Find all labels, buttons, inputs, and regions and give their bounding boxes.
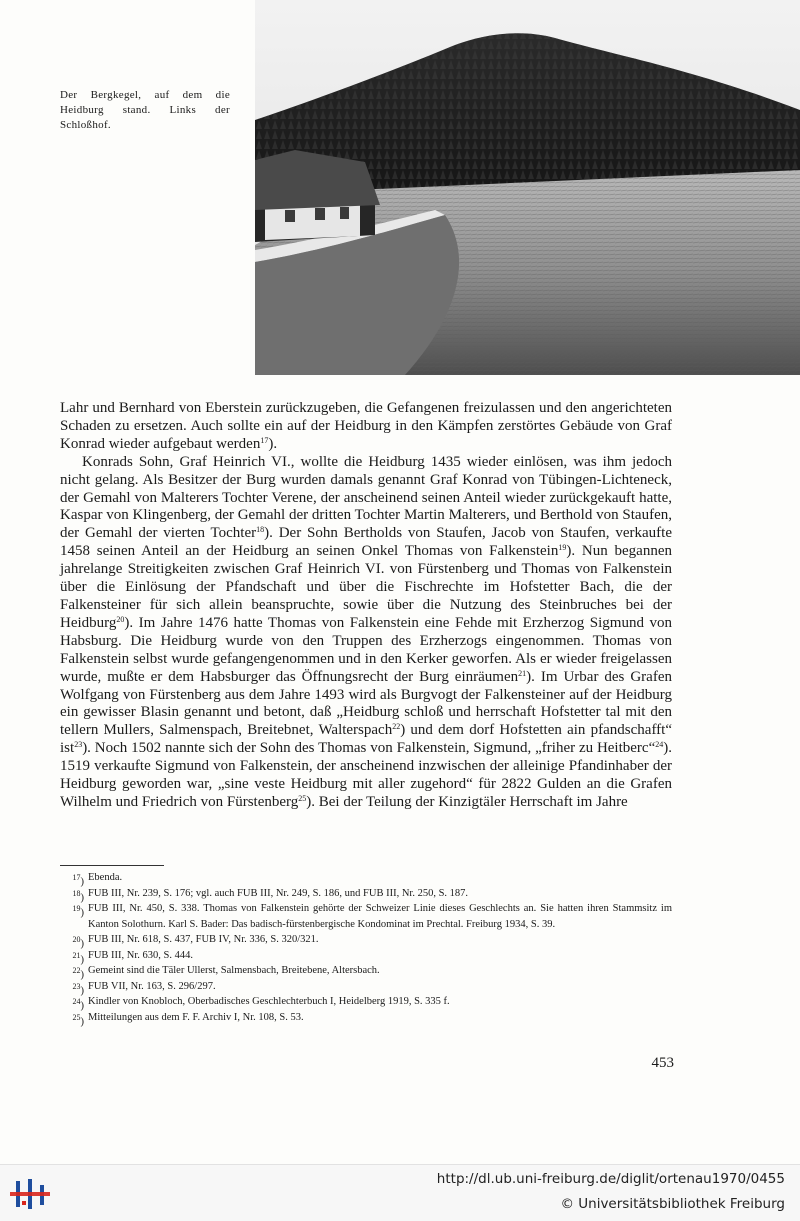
footnote-text: FUB VII, Nr. 163, S. 296/297. [88,980,216,992]
footnote-text: FUB III, Nr. 450, S. 338. Thomas von Falkenstein gehörte der Schweizer Linie dieses Geschlechts an. Sie hatten ihren Stammsitz im Kanton Solothurn. Karl S. Bader: Das badisch-fürstenbergische Kondominat im Prechtal. Freiburg 1934, S. 39. [88,903,672,930]
body-paragraph [60,400,672,454]
footnote-item: $^{21}$) FUB III, Nr. 630, S. 444. [72,949,194,965]
body-text-segment: ). 1519 verkaufte Sigmund von Falkenstein, der anscheinend inzwischen der alleinige Pfandinhaber der Heidburg geworden war, „sine veste Heidburg mit aller zugehord“ für 2822 Gulden an die Grafen Wilhelm und Friedrich von Fürstenberg [60,740,672,810]
ub-freiburg-logo-icon [10,1177,50,1211]
footnote-item: $^{17}$) Ebenda. [72,872,123,888]
footnote-number: 22 [72,966,81,975]
footnote-text: Kindler von Knobloch, Oberbadisches Geschlechterbuch I, Heidelberg 1919, S. 335 f. [88,996,450,1007]
viewer-footer [0,1164,800,1221]
footnote-text: FUB III, Nr. 618, S. 437, FUB IV, Nr. 336, S. 320/321. [88,934,319,945]
article-body [60,400,672,812]
footnote-item: $^{25}$) Mitteilungen aus dem F. F. Archiv I, Nr. 108, S. 53. [72,1011,304,1027]
photo-caption: Der Bergkegel, auf dem die Heidburg stand. Links der Schloßhof. [60,89,230,131]
footnote-number: 23 [72,981,81,991]
footnote-text: FUB III, Nr. 239, S. 176; vgl. auch FUB III, Nr. 249, S. 186, und FUB III, Nr. 250, S. 187. [88,887,469,899]
page-number: 453 [651,1055,674,1071]
body-text-segment: Lahr und Bernhard von Eberstein zurückzugeben, die Gefangenen freizulassen und den angerichteten Schaden zu ersetzen. Auch sollte ein auf der Heidburg in den Kämpfen zerstörtes Gebäude von Graf Konrad wieder aufgebaut werden [60,400,672,452]
footnote-ref: 23 [74,740,83,750]
footnote-number: 18 [72,888,81,898]
footnote-ref: 19 [558,543,567,553]
footnote-text: Mitteilungen aus dem F. F. Archiv I, Nr. 108, S. 53. [88,1011,304,1023]
footnote-text: FUB III, Nr. 630, S. 444. [88,949,194,961]
footnote-item: $^{18}$) FUB III, Nr. 239, S. 176; vgl. auch FUB III, Nr. 249, S. 186, und FUB III, Nr. 250, S. 187. [72,887,469,903]
body-text-segment: ). [268,435,278,452]
permalink-link[interactable]: http://dl.ub.uni-freiburg.de/diglit/ortenau1970/0455 [436,1171,785,1187]
footnote-number: 20 [72,935,81,944]
footnote-number: 17 [72,873,81,882]
body-text-segment: ). Noch 1502 nannte sich der Sohn des Thomas von Falkenstein, Sigmund, „friher zu Heitberc“ [82,740,656,757]
body-paragraph [60,454,672,812]
footnote-ref: 25 [298,793,307,803]
footnote-ref: 21 [518,668,527,678]
body-text-segment: Konrads Sohn, Graf Heinrich VI., wollte die Heidburg 1435 wieder einlösen, was ihm jedoch nicht gelang. Als Besitzer der Burg wurden damals genannt Graf Konrad von Tübingen-Lichteneck, der Gemahl von Malterers Tochter Verene, der anscheinend seinen Anteil wieder zurückgekauft hatte, Kaspar von Klingenberg, der Gemahl der dritten Tochter Martin Malterers, und Berthold von Staufen, der Gemahl der vierten Tochter [60,453,672,542]
footnote-item: $^{22}$) Gemeint sind die Täler Ullerst, Salmensbach, Breitebene, Altersbach. [72,965,380,981]
footnote-text: Gemeint sind die Täler Ullerst, Salmensbach, Breitebene, Altersbach. [88,965,380,976]
photo-hill-heidburg [255,0,800,375]
footnotes [60,870,672,1025]
footnote-number: 21 [72,950,81,960]
body-text-segment: ). Nun begannen jahrelange Streitigkeiten zwischen Graf Heinrich VI. von Fürstenberg und Thomas von Falkenstein über die Einlösung der Pfandschaft und über die Fischrechte im Hofstetter Bach, die der Falkensteiner für sich allein beanspruchte, sowie über die Nutzung des Steinbruches bei der Heidburg [60,543,672,631]
footnote-number: 24 [72,997,81,1006]
footnote-number: 19 [72,904,81,913]
footnote-number: 25 [72,1012,81,1022]
footnote-ref: 24 [655,740,664,750]
copyright-text: © Universitätsbibliothek Freiburg [560,1196,785,1212]
footnote-item: $^{19}$) FUB III, Nr. 450, S. 338. Thomas von Falkenstein gehörte der Schweizer Linie dieses Geschlechts an. Sie hatten ihren Stammsitz im Kanton Solothurn. Karl S. Bader: Das badisch-fürstenbergische Kondominat im Prechtal. Freiburg 1934, S. 39. [72,903,672,930]
body-text-segment: ). Der Sohn Bertholds von Staufen, Jacob von Staufen, verkaufte 1458 seinen Anteil an der Heidburg an seinen Onkel Thomas von Falkenstein [60,525,673,560]
footnote-ref: 17 [260,435,269,445]
footnote-item: $^{24}$) Kindler von Knobloch, Oberbadisches Geschlechterbuch I, Heidelberg 1919, S. 335 f. [72,996,450,1012]
footnote-ref: 18 [256,525,265,535]
footnote-divider [60,865,164,866]
footnote-text: Ebenda. [88,872,123,883]
body-text-segment: ) und dem dorf Hofstetten ain pfandschafft“ ist [60,722,672,757]
body-text-segment: ). Im Jahre 1476 hatte Thomas von Falkenstein eine Fehde mit Erzherzog Sigmund von Habsburg. Die Heidburg wurde von den Truppen des Erzherzogs eingenommen. Thomas von Falkenstein selbst wurde gefangengenommen und in den Kerker geworfen. Als er wieder freigelassen wurde, mußte er dem Habsburger das Öffnungsrecht der Burg einräumen [60,614,672,685]
landscape-photo [255,0,800,375]
footnote-ref: 20 [116,614,125,624]
body-text-segment: ). Bei der Teilung der Kinzigtäler Herrschaft im Jahre [306,793,628,810]
footnote-ref: 22 [392,722,401,732]
footnote-item: $^{23}$) FUB VII, Nr. 163, S. 296/297. [72,980,216,996]
footnote-item: $^{20}$) FUB III, Nr. 618, S. 437, FUB IV, Nr. 336, S. 320/321. [72,934,319,950]
body-text-segment: ). Im Urbar des Grafen Wolfgang von Fürstenberg aus dem Jahre 1493 wird als Burgvogt der Falkensteiner auf der Heidburg ein gewisser Blasin genannt und betont, daß „Heidburg schloß und herrschaft Hofstetter tal mit den tellern Mullers, Salmenspach, Breitebnet, Walterspach [60,668,672,739]
